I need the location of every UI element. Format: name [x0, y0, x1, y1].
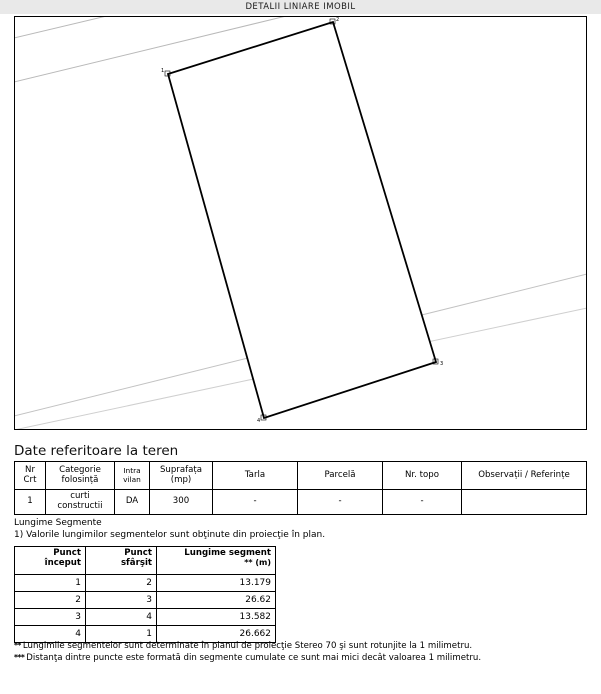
cell-lungime: 26.662: [157, 626, 276, 643]
nr-crt-line1: Nr: [25, 464, 35, 475]
segmente-note: 1) Valorile lungimilor segmentelor sunt obţinute din proiecţie în plan.: [14, 530, 326, 540]
vertex-label-1: 1: [161, 68, 165, 74]
segmente-table: [14, 546, 276, 643]
column-header-parcela: Parcelă: [298, 462, 383, 490]
punct-inceput-line1: Punct: [53, 548, 81, 558]
suprafata-line1: Suprafața: [159, 464, 203, 475]
cell-categorie: [46, 490, 115, 515]
cell-nr-topo: -: [383, 490, 462, 515]
cell-punct-sfarsit: 2: [86, 575, 157, 592]
cell-punct-inceput: 3: [15, 609, 86, 626]
cell-nr-crt: 1: [15, 490, 46, 515]
document-header-band: [0, 0, 601, 14]
cell-tarla: -: [213, 490, 298, 515]
cell-punct-inceput: 2: [15, 592, 86, 609]
segmente-table-header-row: [15, 547, 276, 575]
column-header-punct-sfarsit: [86, 547, 157, 575]
teren-table-header-row: [15, 462, 587, 490]
cell-lungime: 26.62: [157, 592, 276, 609]
intravilan-line1: Intra: [123, 466, 141, 476]
column-header-lungime-segment: [157, 547, 276, 575]
column-header-observatii: Observații / Referințe: [462, 462, 587, 490]
cell-parcela: -: [298, 490, 383, 515]
column-header-suprafata: [150, 462, 213, 490]
segmente-table-body: [15, 575, 276, 643]
column-header-categorie: [46, 462, 115, 490]
cell-punct-sfarsit: 4: [86, 609, 157, 626]
cadastral-map-frame: [14, 16, 587, 430]
lungime-line1: Lungime segment: [184, 548, 271, 558]
cell-punct-inceput: 4: [15, 626, 86, 643]
suprafata-line2: (mp): [170, 474, 192, 485]
categorie-value-line1: curti: [70, 491, 90, 502]
punct-sfarsit-line2: sfârşit: [120, 557, 152, 568]
cell-suprafata: 300: [150, 490, 213, 515]
column-header-nr-topo: Nr. topo: [383, 462, 462, 490]
vertex-label-3: 3: [440, 361, 444, 367]
section-heading-teren: Date referitoare la teren: [14, 443, 179, 459]
cell-punct-sfarsit: 3: [86, 592, 157, 609]
table-row: [15, 575, 276, 592]
document-title: DETALII LINIARE IMOBIL: [245, 2, 356, 12]
categorie-line1: Categorie: [59, 464, 101, 475]
cell-lungime: 13.582: [157, 609, 276, 626]
footnote-2-text: Distanţa dintre puncte este formată din segmente cumulate ce sunt mai mici decât valoarea 1 milimetru.: [26, 653, 482, 663]
cell-punct-inceput: 1: [15, 575, 86, 592]
cell-punct-sfarsit: 1: [86, 626, 157, 643]
footnote-1-text: Lungimile segmentelor sunt determinate în planul de proiecţie Stereo 70 şi sunt rotunjite la 1 milimetru.: [22, 641, 473, 651]
punct-inceput-line2: început: [44, 557, 81, 568]
punct-sfarsit-line1: Punct: [124, 548, 152, 558]
segmente-label: Lungime Segmente: [14, 518, 102, 528]
intravilan-line2: vilan: [123, 474, 141, 484]
column-header-punct-inceput: [15, 547, 86, 575]
vertex-label-2: 2: [336, 17, 340, 23]
vertex-label-4: 4: [257, 418, 261, 424]
table-row: [15, 609, 276, 626]
footnote-point-distance: [14, 653, 481, 663]
table-row: [15, 592, 276, 609]
footnote-marker-double-asterisk: **: [14, 641, 21, 650]
column-header-tarla: Tarla: [213, 462, 298, 490]
teren-table: [14, 461, 587, 515]
nr-crt-line2: Crt: [23, 474, 37, 485]
table-row: [15, 490, 587, 515]
table-row: [15, 626, 276, 643]
footnote-segment-lengths: [14, 641, 472, 651]
cell-intravilan: DA: [115, 490, 150, 515]
lungime-unit: ** (m): [244, 557, 271, 567]
parcel-drawing: [14, 16, 587, 430]
categorie-line2: folosință: [61, 474, 99, 485]
footnote-marker-triple-asterisk: ***: [14, 653, 25, 662]
parcel-polygon: [168, 22, 436, 418]
column-header-intravilan: [115, 462, 150, 490]
cell-lungime: 13.179: [157, 575, 276, 592]
categorie-value-line2: constructii: [57, 501, 103, 511]
cell-observatii: [462, 490, 587, 515]
column-header-nr-crt: [15, 462, 46, 490]
